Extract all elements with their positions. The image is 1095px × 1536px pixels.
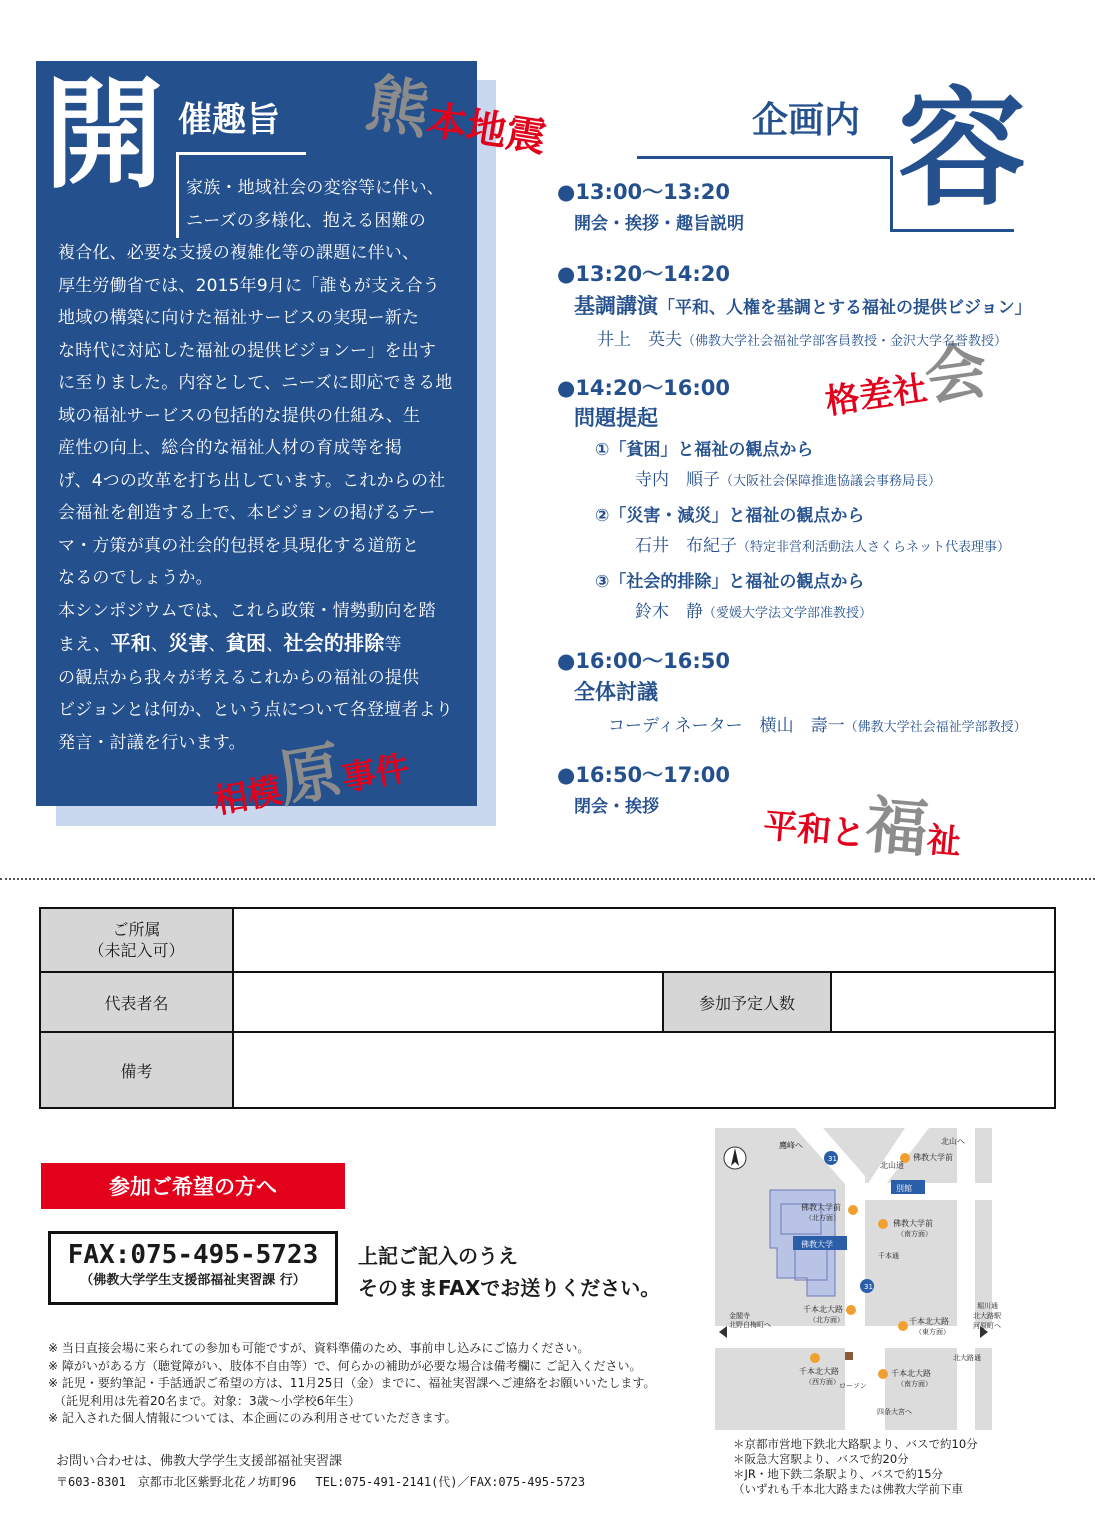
deco-char: 事件	[338, 748, 413, 800]
purpose-line: なるのでしょうか。	[58, 568, 213, 588]
fax-number: FAX:075-495-5723	[67, 1240, 319, 1270]
deco-char: 福	[862, 787, 931, 867]
text: 、	[151, 635, 169, 655]
speaker-affiliation: （特定非営利活動法人さくらネット代表理事）	[737, 540, 1011, 555]
program-time: ●16:50～17:00	[557, 763, 731, 787]
deco-heiwa	[761, 785, 965, 867]
map-label: 佛教大学前	[913, 1153, 953, 1162]
map-label: 千本北大路	[799, 1367, 839, 1376]
program-title-rule-vertical	[890, 156, 893, 232]
keyword-poverty: 貧困	[225, 631, 267, 655]
program-time: ●13:00～13:20	[557, 180, 731, 204]
road-horikawa	[957, 1128, 975, 1430]
bus-stop-icon	[878, 1219, 888, 1229]
purpose-line: ビジョンとは何か、という点について各登壇者より	[58, 700, 453, 720]
speaker-affiliation: （佛教大学社会福祉学部教授）	[844, 720, 1027, 735]
fax-recipient: （佛教大学学生支援部福祉実習課 行）	[80, 1273, 306, 1288]
contact	[56, 1452, 585, 1492]
lawson-icon	[845, 1352, 853, 1360]
affiliation-label	[40, 908, 233, 972]
keyword-exclusion: 社会的排除	[283, 631, 385, 655]
bus-stop-icon	[846, 1305, 856, 1315]
map-graphic	[715, 1128, 1001, 1430]
map-label: （南方面）	[897, 1380, 932, 1388]
road-kitaoji	[715, 1326, 992, 1348]
remarks-label: 備考	[40, 1032, 233, 1108]
bus-stop-icon	[898, 1321, 908, 1331]
speaker-affiliation: （佛教大学社会福祉学部客員教授・金沢大学名誉教授）	[682, 334, 1008, 349]
fax-box	[48, 1231, 338, 1305]
map-label: 北山通	[880, 1161, 904, 1170]
program-time: ●16:00～16:50	[557, 649, 731, 673]
purpose-line: 本シンポジウムでは、これら政策・情勢動向を踏	[58, 600, 436, 621]
deco-char: 本地震	[423, 96, 550, 162]
route-label: 31	[864, 1283, 873, 1291]
keyword-peace: 平和	[110, 631, 152, 655]
map-label: 金閣寺	[729, 1312, 750, 1320]
purpose-line: 家族・地域社会の変容等に伴い、	[186, 178, 444, 198]
program-time: ●14:20～16:00	[557, 376, 731, 400]
label-note: （未記入可）	[88, 941, 185, 960]
map-label: 佛教大学前	[893, 1219, 933, 1228]
deco-char: 会	[920, 333, 992, 415]
deco-char: 相模	[210, 770, 285, 823]
speaker-name: 井上 英夫	[597, 330, 682, 350]
access-line: （いずれも千本北大路または佛教大学前下車	[733, 1482, 963, 1496]
note: ※ 託児・要約筆記・手話通訳ご希望の方は、11月25日（金）までに、福祉実習課へご連絡をお願いいたします。	[48, 1376, 656, 1391]
map-label: 千本北大路	[909, 1317, 949, 1326]
program-title: 全体討議	[574, 680, 658, 704]
bus-stop-icon	[848, 1205, 858, 1215]
speaker	[635, 538, 1010, 555]
purpose-body	[58, 172, 464, 759]
program-title-big: 容	[898, 75, 1027, 224]
topic-label: ②「災害・減災」と福祉の観点から	[595, 506, 865, 526]
speaker-affiliation: （愛媛大学法文学部准教授）	[703, 606, 873, 621]
program-title-rule	[637, 156, 893, 159]
contact-line: お問い合わせは、佛教大学学生支援部福祉実習課	[56, 1454, 343, 1469]
purpose-title-big: 開	[44, 66, 164, 205]
speaker-name: 石井 布紀子	[635, 536, 737, 556]
map-label: 佛教大学前	[801, 1203, 841, 1212]
deco-char: 平和と	[761, 805, 867, 855]
map-label: （北方面）	[809, 1316, 844, 1324]
program-title: 開会・挨拶・趣旨説明	[574, 214, 744, 234]
program-title-rule-bottom	[890, 229, 1014, 232]
map-label: ローソン	[839, 1382, 867, 1390]
deco-char: 原	[272, 733, 347, 817]
apply-banner: 参加ご希望の方へ	[41, 1163, 345, 1209]
speaker	[635, 604, 872, 621]
purpose-line: 地域の構築に向けた福祉サービスの実現ー新た	[58, 308, 420, 328]
program-time: ●13:20～14:20	[557, 262, 731, 286]
road-south	[865, 1338, 885, 1430]
purpose-line: ニーズの多様化、抱える困難の	[186, 210, 426, 231]
purpose-line: 産性の向上、総合的な福祉人材の育成等を掲	[58, 438, 402, 458]
purpose-line: 発言・討議を行います。	[58, 732, 246, 753]
purpose-line: に至りました。内容として、ニーズに即応できる地	[58, 373, 453, 393]
bus-stop-icon	[878, 1369, 888, 1379]
map-label: 北山へ	[941, 1137, 965, 1146]
note: （託児利用は先着20名まで。対象：3歳～小学校6年生）	[48, 1393, 361, 1408]
program-keynote	[574, 296, 1032, 317]
topic-label: ①「貧困」と福祉の観点から	[595, 440, 814, 460]
access-line: ＊阪急大宮駅より、バスで約20分	[733, 1452, 909, 1466]
purpose-line: 会福祉を創造する上で、本ビジョンの掲げるテー	[58, 503, 436, 523]
speaker-affiliation: （大阪社会保障推進協議会事務局長）	[720, 474, 942, 489]
fax-message-line: 上記ご記入のうえ	[358, 1244, 518, 1268]
fax-message-line: そのままFAXでお送りください。	[358, 1276, 661, 1300]
map-label: 堀川通	[977, 1302, 998, 1310]
affiliation-field[interactable]	[233, 908, 1055, 972]
text: 、	[266, 635, 284, 655]
text: まえ、	[58, 635, 111, 655]
text: 、	[208, 635, 226, 655]
map-label: 鷹峰へ	[779, 1141, 803, 1150]
map-label: 北野白梅町へ	[729, 1321, 771, 1329]
speaker-name: 寺内 順子	[635, 470, 720, 490]
program-title: 基調講演	[574, 294, 658, 318]
purpose-line: な時代に対応した福祉の提供ビジョンー」を出す	[58, 340, 437, 361]
map-label: 別館	[896, 1184, 912, 1193]
purpose-line: の観点から我々が考えるこれからの福祉の提供	[58, 667, 420, 688]
deco-char: 熊	[361, 66, 435, 148]
note: ※ 障がいがある方（聴覚障がい、肢体不自由等）で、何らかの補助が必要な場合は備考欄に ご記入ください。	[48, 1358, 642, 1373]
attendees-label: 参加予定人数	[663, 972, 831, 1032]
map-label: 千本北大路	[891, 1369, 931, 1378]
text: 等	[384, 635, 402, 655]
map-label: 千本北大路	[803, 1305, 843, 1314]
program-title: 企画内	[752, 100, 861, 141]
note: ※ 当日直接会場に来られての参加も可能ですが、資料準備のため、事前申し込みにご協力ください。	[48, 1341, 590, 1355]
fax-message	[358, 1240, 660, 1304]
registration-form	[39, 907, 1056, 1109]
deco-char: 祉	[925, 820, 963, 864]
keyword-disaster: 災害	[168, 631, 209, 655]
program-title: 閉会・挨拶	[574, 797, 659, 817]
access-line: ＊京都市営地下鉄北大路駅より、バスで約10分	[733, 1437, 978, 1451]
access-info	[733, 1437, 978, 1497]
attendees-field[interactable]	[831, 972, 1055, 1032]
speaker	[635, 472, 941, 489]
label-text: ご所属	[112, 920, 161, 939]
speaker	[608, 718, 1027, 735]
bus-stop-icon	[810, 1353, 820, 1363]
purpose-title-rule	[176, 152, 306, 155]
map-label: （南方面）	[897, 1230, 932, 1238]
map-label: （東方面）	[915, 1328, 950, 1336]
map-label: 千本通	[878, 1252, 899, 1260]
purpose-line: マ・方策が真の社会的包摂を具現化する道筋と	[58, 535, 420, 556]
map-label: 河原町へ	[973, 1322, 1001, 1330]
purpose-title: 催趣旨	[178, 100, 280, 140]
program-subtitle: 「平和、人権を基調とする福祉の提供ビジョン」	[658, 298, 1032, 318]
map-label: （北方面）	[805, 1214, 840, 1222]
purpose-line: 厚生労働省では、2015年9月に「誰もが支え合う	[58, 275, 440, 296]
purpose-keyword-line	[58, 627, 464, 662]
speaker-name: コーディネーター 横山 壽一	[608, 716, 845, 736]
note: ※ 記入された個人情報については、本企画にのみ利用させていただきます。	[48, 1411, 457, 1426]
deco-char: 格差社	[822, 368, 930, 423]
contact-address: 〒603-8301 京都市北区紫野北花ノ坊町96 TEL:075-491-2141(代)／FAX:075-495-5723	[56, 1475, 586, 1489]
map-label: 四条大宮へ	[877, 1408, 912, 1416]
program-title: 問題提起	[574, 406, 658, 430]
speaker-name: 鈴木 静	[635, 602, 703, 622]
representative-field[interactable]	[233, 972, 663, 1032]
route-label: 31	[828, 1155, 837, 1163]
access-map	[715, 1128, 1001, 1430]
map-label: 北大路駅	[973, 1312, 1001, 1320]
topic-label: ③「社会的排除」と福祉の観点から	[595, 572, 865, 592]
cut-line	[0, 878, 1095, 880]
remarks-field[interactable]	[233, 1032, 1055, 1108]
purpose-line: げ、4つの改革を打ち出しています。これからの社	[58, 470, 446, 491]
representative-label: 代表者名	[40, 972, 233, 1032]
purpose-line: 複合化、必要な支援の複雑化等の課題に伴い、	[58, 243, 420, 263]
purpose-line: 域の福祉サービスの包括的な提供の仕組み、生	[58, 405, 421, 426]
map-label: （西方面）	[805, 1378, 840, 1386]
speaker	[597, 332, 1007, 349]
access-line: ＊JR・地下鉄二条駅より、バスで約15分	[733, 1467, 944, 1481]
notes	[48, 1340, 655, 1428]
map-label: 佛教大学	[801, 1240, 833, 1249]
map-label: 北大路通	[953, 1354, 981, 1362]
